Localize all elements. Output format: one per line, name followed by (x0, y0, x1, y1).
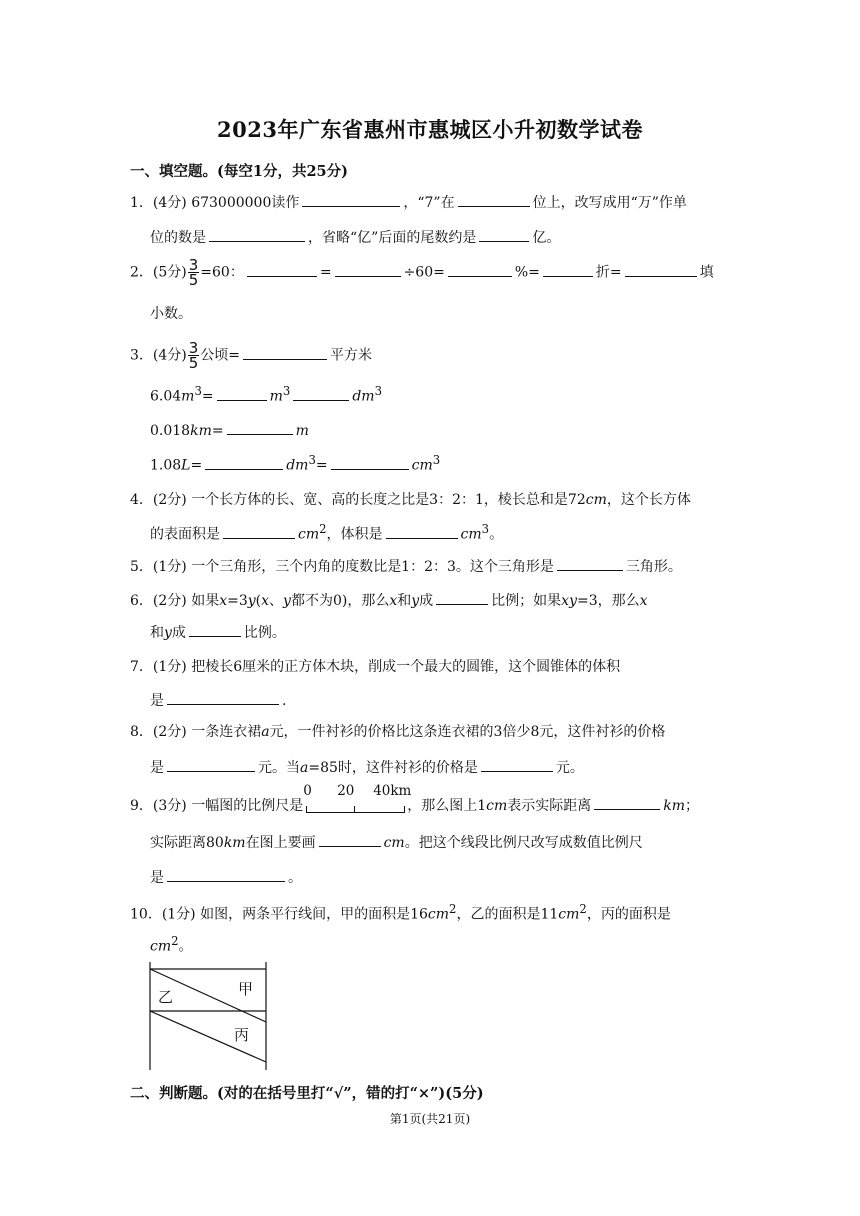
question-8-line-2: 是 元。当a=85时，这件衬衫的价格是 元。 (150, 756, 584, 777)
fraction: $\frac{3}{5}$ (188, 256, 199, 289)
question-7-line-2: 是 . (150, 689, 286, 710)
answer-blank[interactable] (448, 261, 512, 277)
answer-blank[interactable] (458, 191, 530, 207)
answer-blank[interactable] (243, 344, 327, 360)
question-10-line-1: 10．(1分) 如图，两条平行线间，甲的面积是$16cm^2$，乙的面积是$11cm^2$，丙的面积是 (130, 902, 671, 923)
answer-blank[interactable] (625, 261, 697, 277)
question-6-line-1: 6．(2分) 如果x=3y(x、y都不为0)，那么x和y成 比例；如果xy=3，那么x (130, 589, 648, 610)
answer-blank[interactable] (167, 756, 255, 772)
question-3-line-2: $6.04m^3= m^3$ $dm^3$ (150, 384, 382, 405)
answer-blank[interactable] (436, 589, 488, 605)
question-5-line-1: 5．(1分) 一个三角形，三个内角的度数比是1：2：3。这个三角形是 三角形。 (130, 555, 682, 576)
question-9-line-2: 实际距离80km在图上要画 cm。把这个线段比例尺改写成数值比例尺 (150, 831, 643, 852)
answer-blank[interactable] (479, 226, 529, 242)
answer-blank[interactable] (543, 261, 593, 277)
answer-blank[interactable] (302, 191, 400, 207)
answer-blank[interactable] (167, 689, 279, 705)
answer-blank[interactable] (167, 866, 285, 882)
answer-blank[interactable] (227, 419, 293, 435)
answer-blank[interactable] (335, 261, 401, 277)
answer-blank[interactable] (481, 756, 553, 772)
question-1-line-1: 1．(4分) 673000000读作 ，“7”在 位上，改写成用“万”作单 (130, 191, 687, 212)
answer-blank[interactable] (386, 523, 458, 539)
answer-blank[interactable] (189, 621, 241, 637)
question-9-line-3: 是 。 (150, 866, 302, 887)
answer-blank[interactable] (223, 523, 295, 539)
question-7-line-1: 7．(1分) 把棱长6厘米的正方体木块，削成一个最大的圆锥，这个圆锥体的体积 (130, 659, 621, 675)
page-title: 2023年广东省惠州市惠城区小升初数学试卷 (217, 117, 643, 142)
answer-blank[interactable] (247, 261, 317, 277)
question-3-line-1: 3．(4分) $\frac{3}{5}$ 公顷= 平方米 (130, 339, 373, 372)
answer-blank[interactable] (205, 454, 283, 470)
question-4-line-2: 的表面积是 $cm^2$，体积是 $cm^3$。 (150, 522, 504, 543)
answer-blank[interactable] (557, 555, 623, 571)
section-true-false-heading: 二、判断题。(对的在括号里打“√”，错的打“×”)(5分) (130, 1085, 484, 1102)
answer-blank[interactable] (209, 226, 305, 242)
question-1-line-2: 位的数是 ，省略“亿”后面的尾数约是 亿。 (150, 226, 560, 247)
question-3-line-4: $1.08L= dm^3= cm^3$ (150, 453, 441, 474)
figure-drawing (146, 960, 270, 1070)
parallel-lines-figure (146, 960, 270, 1070)
question-9-line-1: 9．(3分) 一幅图的比例尺是 0 20 40km ，那么图上1cm表示实际距离 km； (130, 783, 700, 814)
line-scale-bar: 0 20 40km (303, 785, 407, 815)
fraction: $\frac{3}{5}$ (188, 339, 199, 372)
question-10-line-2: $cm^2$。 (150, 934, 193, 955)
question-2-line-1: 2．(5分) $\frac{3}{5}$ =60： = ÷60= %= 折= 填 (130, 256, 714, 289)
question-2-line-2: 小数。 (150, 306, 192, 322)
section-fill-in-heading: 一、填空题。(每空1分，共25分) (130, 163, 348, 180)
question-6-line-2: 和y成 比例。 (150, 621, 286, 642)
question-4-line-1: 4．(2分) 一个长方体的长、宽、高的长度之比是3：2：1，棱长总和是72cm，这个长方体 (130, 492, 691, 508)
region-label-yi: 乙 (158, 988, 174, 1006)
region-label-bing: 丙 (234, 1026, 250, 1044)
region-label-jia: 甲 (238, 980, 254, 998)
answer-blank[interactable] (217, 385, 267, 401)
page-footer: 第1页(共21页) (389, 1112, 471, 1126)
answer-blank[interactable] (331, 454, 409, 470)
question-8-line-1: 8．(2分) 一条连衣裙a元，一件衬衫的价格比这条连衣裙的3倍少8元，这件衬衫的价格 (130, 724, 666, 740)
answer-blank[interactable] (594, 794, 660, 810)
answer-blank[interactable] (293, 385, 349, 401)
answer-blank[interactable] (319, 831, 381, 847)
question-3-line-3: 0.018km= m (150, 419, 309, 439)
